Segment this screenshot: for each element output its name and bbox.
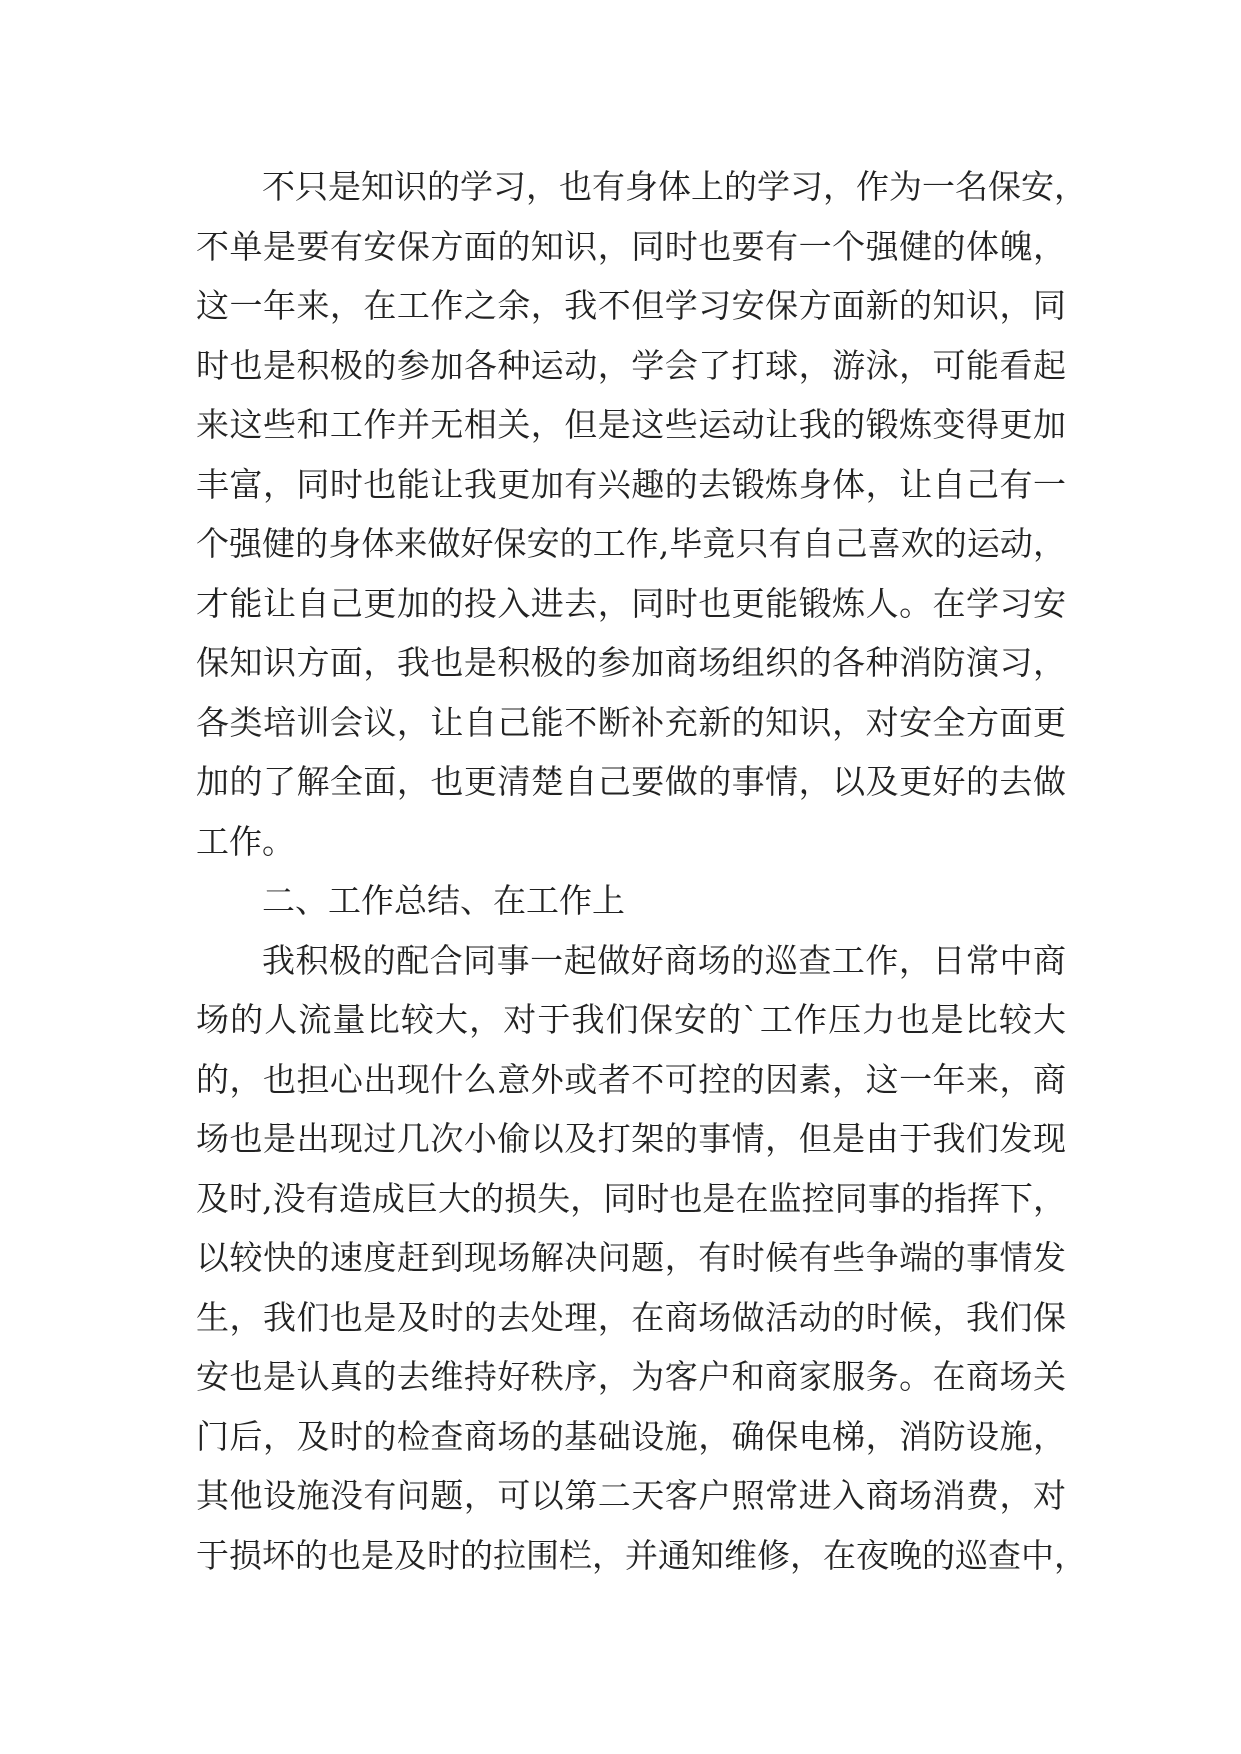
paragraph-1-line-5: 来这些和工作并无相关，但是这些运动让我的锻炼变得更加 [196, 405, 1066, 444]
paragraph-2-line-7: 生，我们也是及时的去处理，在商场做活动的时候，我们保 [196, 1297, 1066, 1337]
paragraph-2-line-2: 场的人流量比较大，对于我们保安的`工作压力也是比较大 [196, 1000, 1066, 1039]
paragraph-2-line-4: 场也是出现过几次小偷以及打架的事情，但是由于我们发现 [196, 1119, 1066, 1158]
paragraph-1-line-6: 丰富，同时也能让我更加有兴趣的去锻炼身体，让自己有一 [196, 464, 1066, 504]
paragraph-2-line-11: 于损坏的也是及时的拉围栏，并通知维修，在夜晚的巡查中， [196, 1535, 1087, 1575]
section-heading: 二、工作总结、在工作上 [262, 881, 625, 920]
paragraph-1-line-1: 不只是知识的学习，也有身体上的学习，作为一名保安， [262, 167, 1087, 206]
paragraph-2-line-8: 安也是认真的去维持好秩序，为客户和商家服务。在商场关 [196, 1357, 1066, 1396]
paragraph-2-line-1: 我积极的配合同事一起做好商场的巡查工作，日常中商 [262, 940, 1066, 980]
paragraph-1-line-10: 各类培训会议，让自己能不断补充新的知识，对安全方面更 [196, 702, 1066, 742]
paragraph-1-line-3: 这一年来，在工作之余，我不但学习安保方面新的知识，同 [196, 286, 1066, 325]
paragraph-2-line-5: 及时,没有造成巨大的损失，同时也是在监控同事的指挥下， [196, 1178, 1066, 1218]
paragraph-1-line-9: 保知识方面，我也是积极的参加商场组织的各种消防演习， [196, 643, 1066, 682]
paragraph-1-line-8: 才能让自己更加的投入进去，同时也更能锻炼人。在学习安 [196, 583, 1066, 623]
document-body [196, 157, 1087, 1585]
paragraph-1-line-7: 个强健的身体来做好保安的工作,毕竟只有自己喜欢的运动， [196, 524, 1066, 563]
paragraph-1-line-2: 不单是要有安保方面的知识，同时也要有一个强健的体魄， [196, 226, 1066, 266]
paragraph-2-line-3: 的，也担心出现什么意外或者不可控的因素，这一年来，商 [196, 1059, 1066, 1099]
paragraph-2-line-10: 其他设施没有问题，可以第二天客户照常进入商场消费，对 [196, 1476, 1066, 1515]
paragraph-1-line-11: 加的了解全面，也更清楚自己要做的事情，以及更好的去做 [196, 762, 1066, 801]
paragraph-2-line-9: 门后，及时的检查商场的基础设施，确保电梯，消防设施， [196, 1416, 1066, 1456]
paragraph-1-line-4: 时也是积极的参加各种运动，学会了打球，游泳，可能看起 [196, 345, 1066, 385]
paragraph-2-line-6: 以较快的速度赶到现场解决问题，有时候有些争端的事情发 [196, 1238, 1066, 1277]
paragraph-1-line-12: 工作。 [196, 821, 295, 861]
